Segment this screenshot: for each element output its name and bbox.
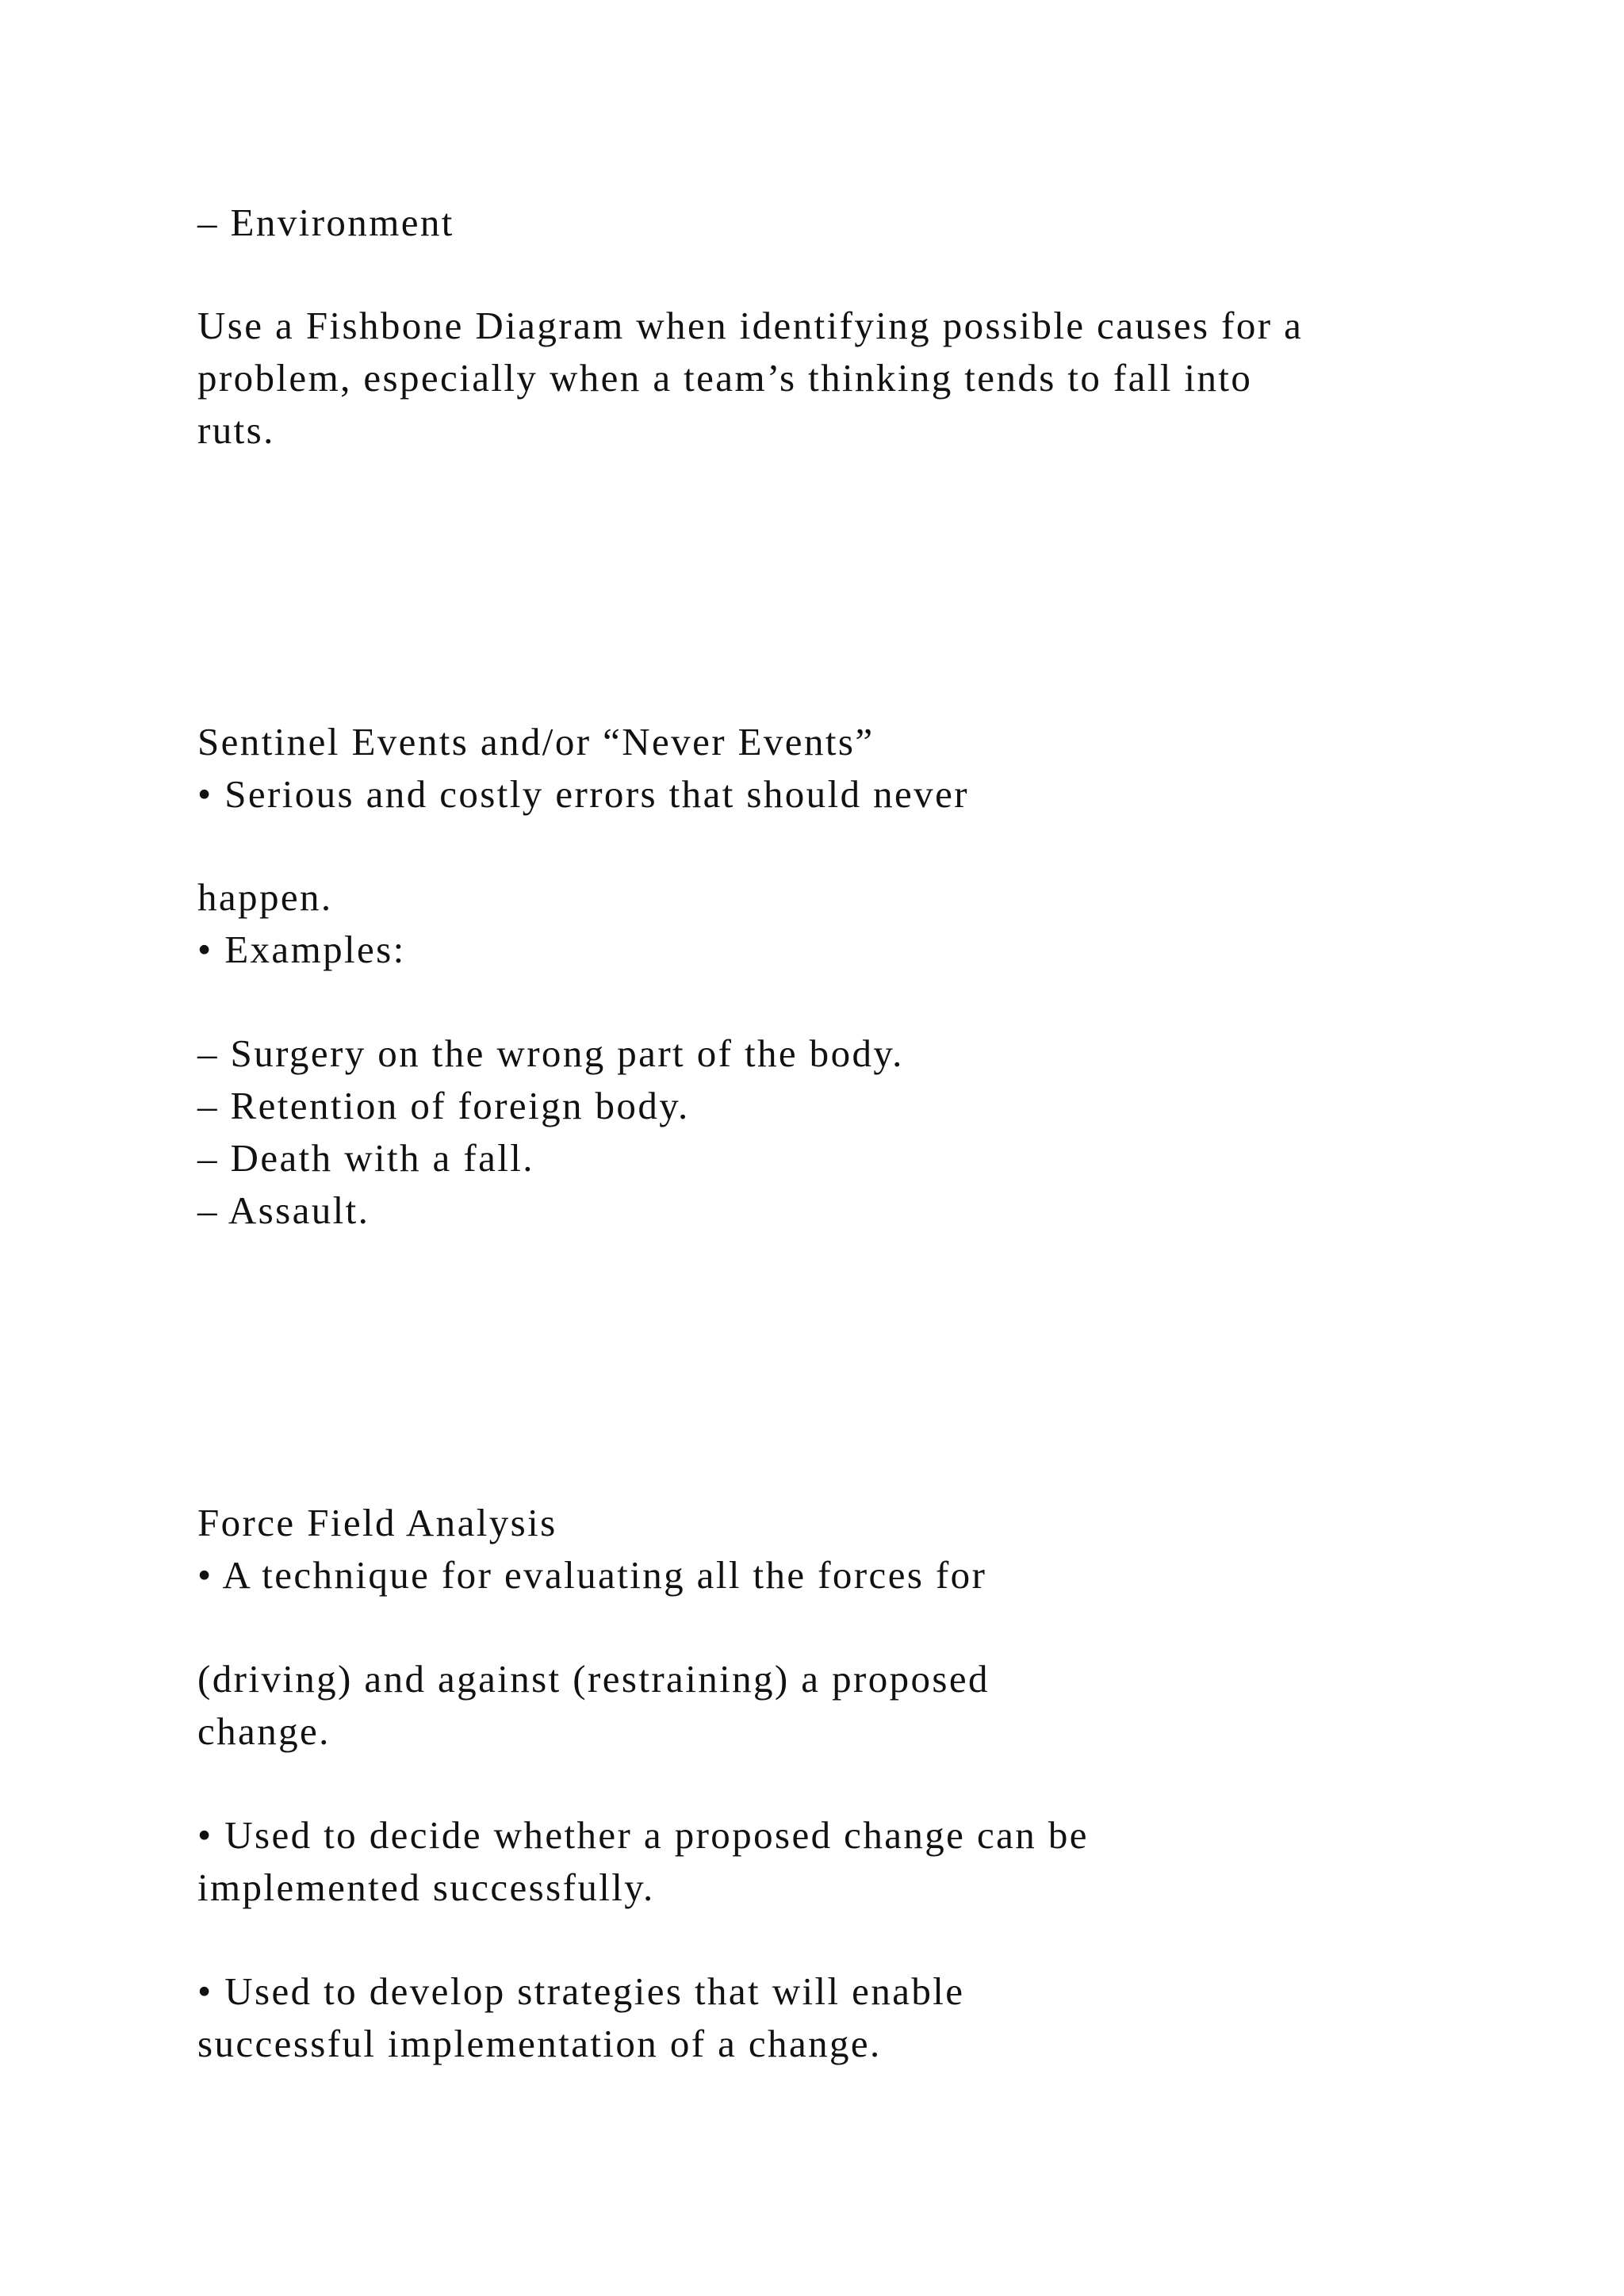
force-field-bullet-1-line-3: change. bbox=[197, 1709, 331, 1753]
force-field-bullet-1-line-1: • A technique for evaluating all the forces for bbox=[197, 1553, 987, 1597]
example-item: – Assault. bbox=[197, 1188, 370, 1232]
fishbone-text-line-3: ruts. bbox=[197, 408, 275, 452]
force-field-bullet-3-line-1: • Used to develop strategies that will enable bbox=[197, 1969, 965, 2013]
sentinel-bullet-2: • Examples: bbox=[197, 928, 406, 971]
force-field-bullet-3-line-2: successful implementation of a change. bbox=[197, 2022, 882, 2065]
force-field-bullet-2-line-2: implemented successfully. bbox=[197, 1866, 655, 1909]
environment-line: – Environment bbox=[197, 201, 454, 244]
sentinel-bullet-1-line-1: • Serious and costly errors that should never bbox=[197, 772, 969, 816]
sentinel-bullet-1-line-2: happen. bbox=[197, 875, 333, 919]
fishbone-text-line-1: Use a Fishbone Diagram when identifying possible causes for a bbox=[197, 304, 1304, 347]
fishbone-text-line-2: problem, especially when a team’s thinking tends to fall into bbox=[197, 356, 1253, 400]
example-item: – Death with a fall. bbox=[197, 1136, 534, 1180]
example-item: – Retention of foreign body. bbox=[197, 1084, 690, 1127]
force-field-heading: Force Field Analysis bbox=[197, 1501, 557, 1544]
sentinel-heading: Sentinel Events and/or “Never Events” bbox=[197, 720, 875, 763]
force-field-bullet-2-line-1: • Used to decide whether a proposed change can be bbox=[197, 1813, 1089, 1857]
example-item: – Surgery on the wrong part of the body. bbox=[197, 1031, 904, 1075]
force-field-bullet-1-line-2: (driving) and against (restraining) a proposed bbox=[197, 1657, 990, 1701]
